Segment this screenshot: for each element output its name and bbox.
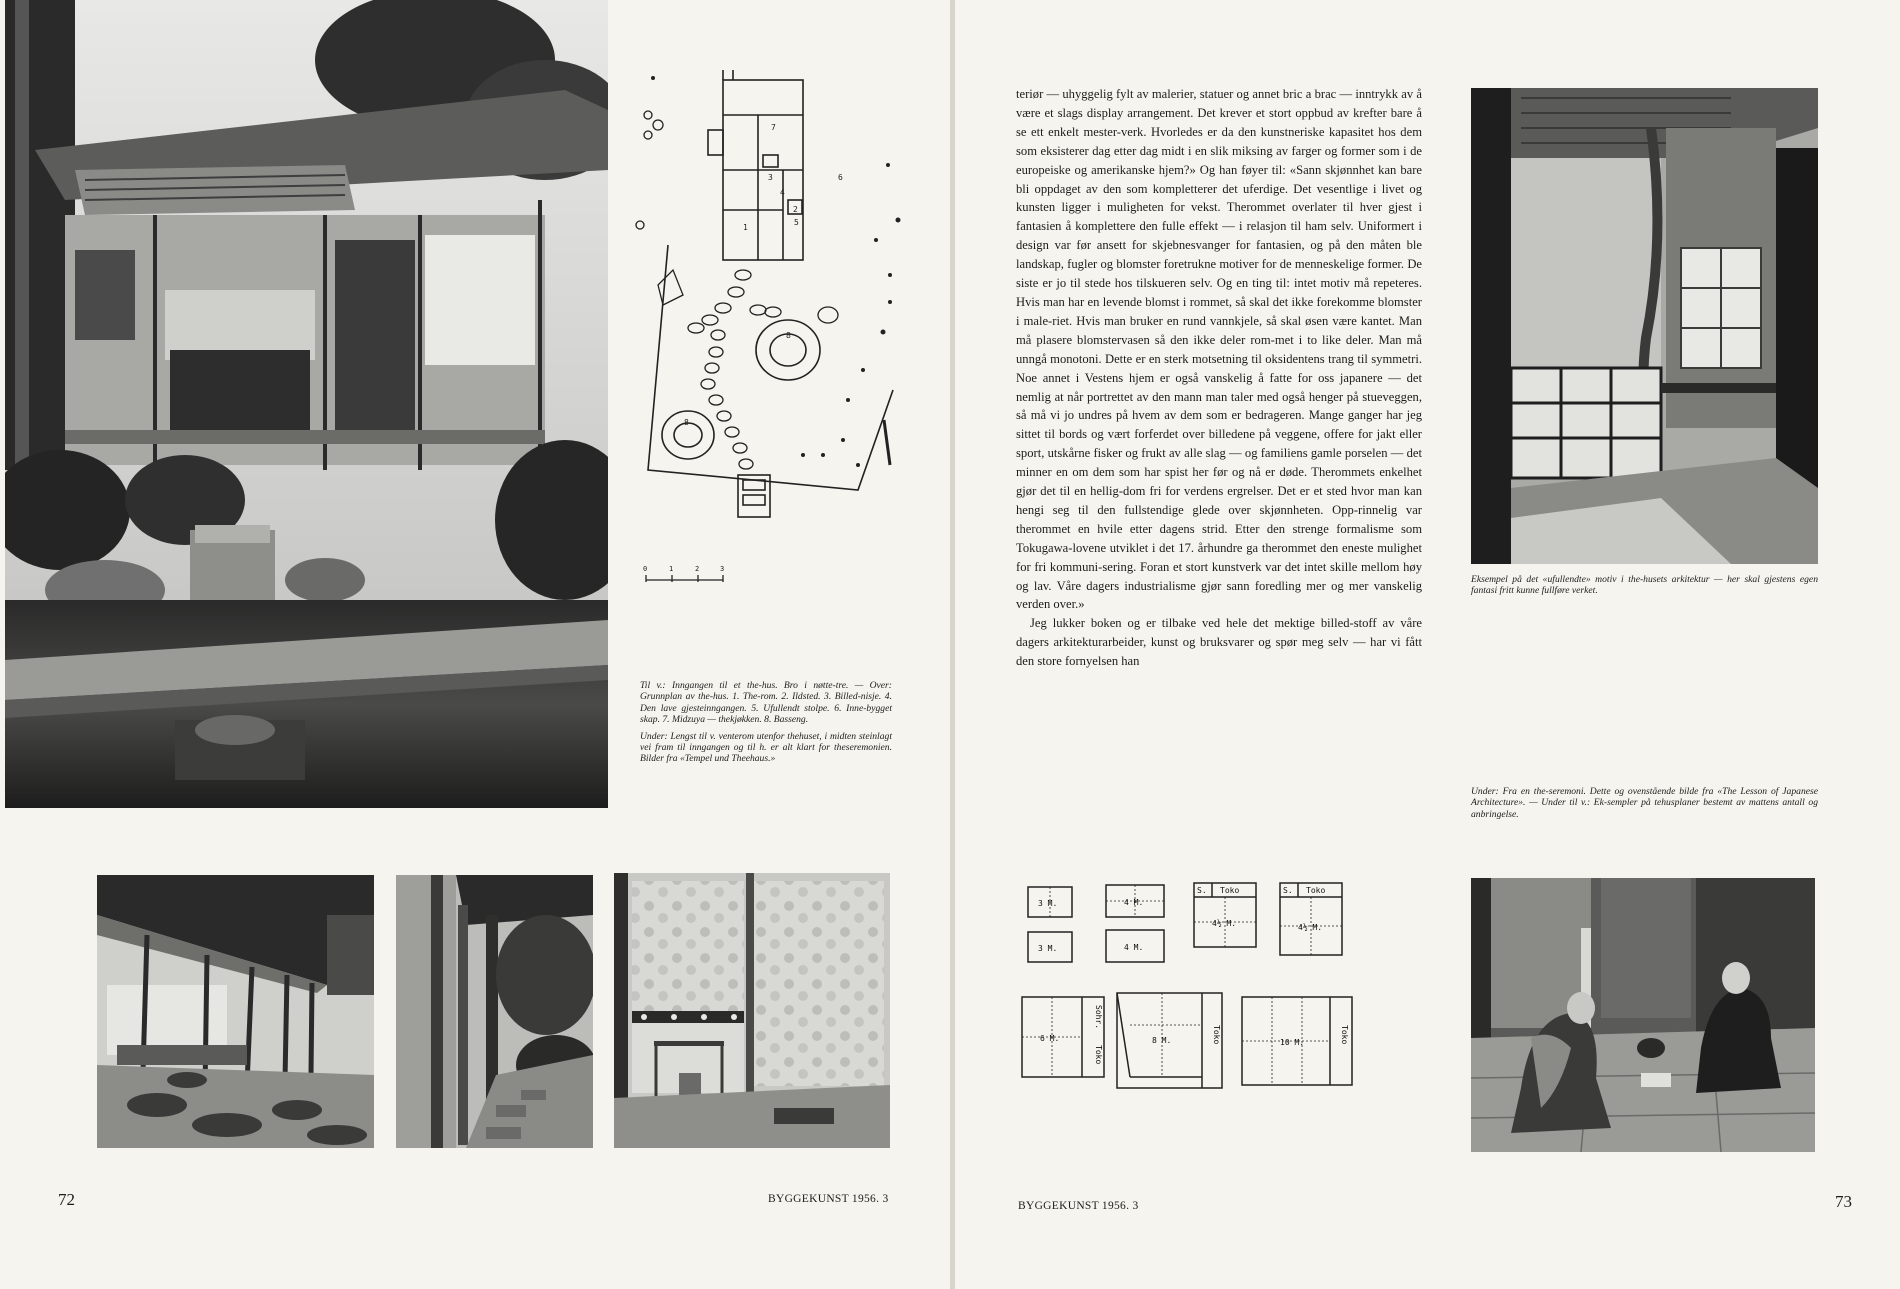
caption-main: Til v.: Inngangen til et the-hus. Bro i nøtte-tre. — Over: Grunnplan av the-hus. 1. The-rom. 2. Ildsted. 3. Billed-nisje. 4. Den lave gjesteinngangen. 5. Ufullendt stolpe. 6. Inne-bygget skap. 7. Midzuya — thekjøkken. 8. Basseng.: [640, 680, 892, 726]
plan-label-s: S.: [1283, 886, 1293, 895]
plan-label-sohr: Sohr.: [1094, 1005, 1103, 1030]
plan-number: 7: [771, 123, 776, 132]
caption-top: Eksempel på det «ufullendte» motiv i the-husets arkitektur — her skal gjestens egen fantasi fritt kunne fullføre verket.: [1471, 574, 1818, 597]
caption-bottom: Under: Fra en the-seremoni. Dette og ovenstående bilde fra «The Lesson of Japanese Architecture». — Under til v.: Ek-sempler på tehusplaner bestemt av mattens antall og anbringelse.: [1471, 786, 1818, 820]
caption-under: Under: Lengst til v. venterom utenfor thehuset, i midten steinlagt vei fram til inngangen og til h. er alt klart for theseremonien. Bilder fra «Tempel und Theehaus.»: [640, 730, 892, 765]
stone-path-photo: [396, 875, 593, 1148]
left-caption: [640, 680, 892, 770]
scale-number: 3: [720, 565, 725, 573]
plan-label-4m: 4 M.: [1124, 943, 1144, 952]
plan-label-4m: 4 M.: [1124, 898, 1144, 907]
plan-number: 4: [780, 188, 785, 197]
plan-label-s: S.: [1197, 886, 1207, 895]
body-paragraph-1: teriør — uhyggelig fylt av malerier, statuer og annet bric a brac — inntrykk av å være et slags display arrangement. Det krever et stort oppbud av krefter bare å se ett enkelt mester-verk. Hvorledes er da den kunstneriske kapasitet hos dem som eksisterer dag etter dag midt i en slik miksing av farger og former som i de europeiske og amerikanske hjem?» Og han føyer til: «Sann skjønnhet kan bare bli oppdaget av den som kompletterer det uferdige. Det vesentlige i livet og kunsten ligger i muligheten for vekst. Therommet overlater til hver gjest i fantasien å komplettere den fulle effekt — i relasjon til ham selv. Uniformert i design var før ansett for skjebnesvanger for fantasien, og på den måten ble landskap, fugler og blomster foretrukne motiver for de menneskelige former. De siste er jo til stede hos tilskueren selv. Og en ting til: intet motiv må repeteres. Hvis man har en levende blomst i rommet, så skal det ikke forekomme blomster i male-riet. Hvis man bruker en rund vannkjele, så skal øsen være kantet. Man må plasere blomstervasen så den ikke deler rom-met i to like deler. Man må unngå monotoni. Dette er en sterk motsetning til oksidentens trang til symmetri. Noe annet i Vestens hjem er også vanskelig å fatte for oss japanere — det nemlig at når portrettet av den mann man taler med også henger på stueveggen, så må vi jo undres på hvem av dem som er bedrageren. Mange ganger har jeg sittet til bords og vært forferdet over billedene på veggene, offere for jakt eller sport, utskårne fisker og frukt av alle slag — og familiens gamle porselen — det minner en om dem som har spist her før og nå er døde. Therommets enkelhet gjør det til en hellig-dom fri for verdens ergrelser. Det er et sted hvor man kan hengi seg til den fullstendige glede over skjønnheten. Opp-rinnelig var therommet en hvile etter dagens strid. Etter den strenge formalisme som Tokugawa-lovene utviklet i det 17. århundre ga therommet den eneste mulighet for fri kommuni-sering. Foran et stort kunstverk var det intet skille mellom høy og lav. Våre dagers industrialisme gjør sann foredling mer og mer vanskelig verden over.»: [1016, 87, 1422, 612]
right-page: [955, 0, 1900, 1289]
plan-label-toko: Toko: [1094, 1045, 1103, 1065]
scale-number: 1: [669, 565, 674, 573]
plan-number: 8: [684, 418, 689, 427]
tea-ceremony-photo: [1471, 878, 1815, 1152]
plan-number: 6: [838, 173, 843, 182]
plan-number: 2: [793, 205, 798, 214]
scale-number: 2: [695, 565, 700, 573]
waiting-room-photo: [97, 875, 374, 1148]
left-page-number: 72: [58, 1190, 75, 1209]
left-running-head: BYGGEKUNST 1956. 3: [768, 1193, 889, 1205]
top-right-caption: [1471, 574, 1818, 602]
scale-number: 0: [643, 565, 648, 573]
plan-label-toko: Toko: [1340, 1025, 1349, 1045]
plan-label-toko: Toko: [1306, 886, 1326, 895]
plan-label-4-5m: 4½ M.: [1212, 919, 1237, 928]
plan-label-6m: 6 M.: [1040, 1034, 1060, 1043]
bottom-right-caption: [1471, 786, 1818, 825]
plan-label-10m: 10 M.: [1280, 1038, 1305, 1047]
plan-number: 5: [794, 218, 799, 227]
mat-floor-plans: [1012, 875, 1432, 1145]
plan-label-toko: Toko: [1220, 886, 1240, 895]
plan-label-toko: Toko: [1212, 1025, 1221, 1045]
tea-house-entrance-photo: [5, 0, 608, 808]
plan-label-8m: 8 M.: [1152, 1036, 1172, 1045]
right-page-number: 73: [1835, 1192, 1852, 1211]
plan-number: 3: [768, 173, 773, 182]
right-running-head: BYGGEKUNST 1956. 3: [1018, 1200, 1139, 1212]
body-paragraph-2: Jeg lukker boken og er tilbake ved hele det mektige billed-stoff av våre dagers arkitekturarbeider, kunst og bruksvarer og spør meg selv — har vi fått den store fornyelsen han: [1016, 616, 1422, 669]
unfinished-motif-photo: [1471, 88, 1818, 564]
site-plan-drawing: [628, 70, 908, 590]
plan-number: 8: [786, 331, 791, 340]
tea-room-ready-photo: [614, 873, 890, 1148]
plan-number: 1: [743, 223, 748, 232]
plan-label-3m: 3 M.: [1038, 944, 1058, 953]
plan-label-3m: 3 M.: [1038, 899, 1058, 908]
plan-label-4-5m: 4½ M.: [1298, 923, 1323, 932]
article-body: [1016, 85, 1422, 671]
